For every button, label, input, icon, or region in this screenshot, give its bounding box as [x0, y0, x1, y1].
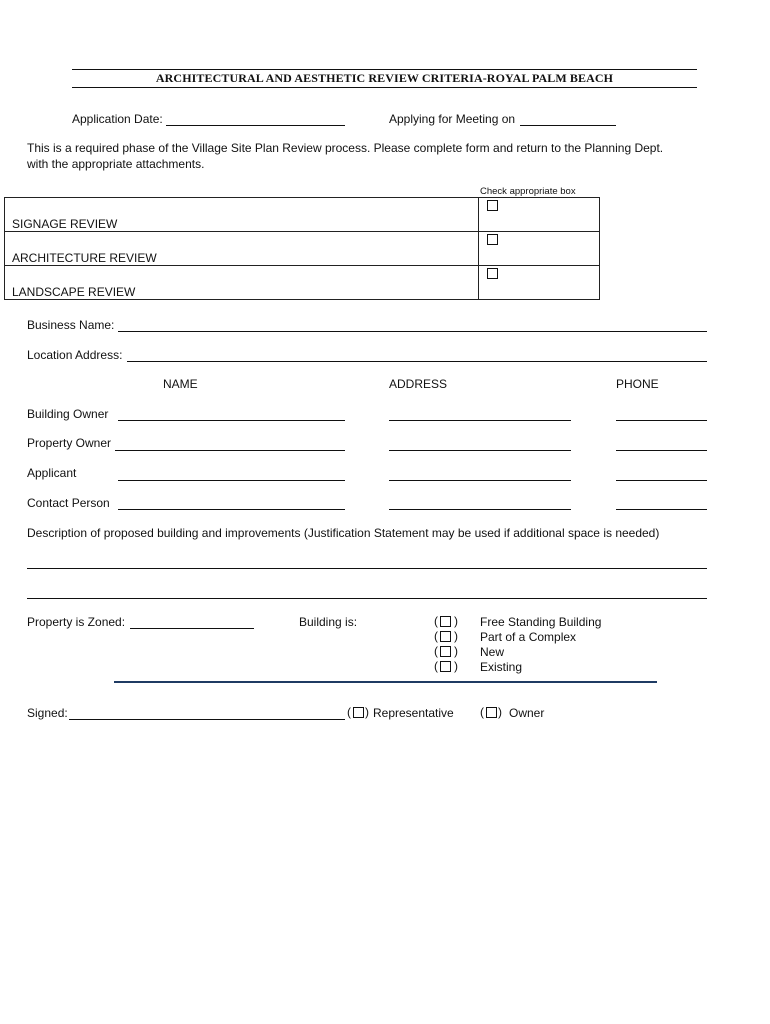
business-name-label: Business Name:: [27, 318, 115, 332]
close-paren-icon: ): [454, 614, 458, 628]
part-of-complex-label: Part of a Complex: [480, 630, 577, 644]
description-field-line1[interactable]: [27, 568, 707, 569]
existing-label: Existing: [480, 660, 523, 674]
location-address-field[interactable]: [127, 361, 707, 362]
building-owner-phone-field[interactable]: [616, 420, 707, 421]
review-row-landscape: [5, 266, 600, 300]
contact-person-label: Contact Person: [27, 496, 110, 510]
applicant-phone-field[interactable]: [616, 480, 707, 481]
free-standing-checkbox[interactable]: [440, 616, 451, 627]
applicant-name-field[interactable]: [118, 480, 345, 481]
owner-checkbox[interactable]: [486, 707, 497, 718]
contact-person-address-field[interactable]: [389, 509, 571, 510]
landscape-review-checkbox[interactable]: [487, 268, 498, 279]
part-of-complex-checkbox[interactable]: [440, 631, 451, 642]
applicant-address-field[interactable]: [389, 480, 571, 481]
architecture-review-checkbox[interactable]: [487, 234, 498, 245]
meeting-date-field[interactable]: [520, 125, 616, 126]
open-paren-icon: (: [434, 614, 438, 628]
name-column-header: NAME: [163, 377, 198, 391]
phone-column-header: PHONE: [616, 377, 659, 391]
page-title: ARCHITECTURAL AND AESTHETIC REVIEW CRITERIA-ROYAL PALM BEACH: [155, 71, 614, 85]
signature-field[interactable]: [69, 719, 345, 720]
review-row-label: SIGNAGE REVIEW: [5, 198, 479, 232]
new-label: New: [480, 645, 505, 659]
property-owner-phone-field[interactable]: [616, 450, 707, 451]
review-row-signage: [5, 198, 600, 232]
review-row-architecture: [5, 232, 600, 266]
building-owner-name-field[interactable]: [118, 420, 345, 421]
open-paren-icon: (: [480, 705, 484, 719]
representative-label: Representative: [373, 706, 454, 720]
intro-text-line2: with the appropriate attachments.: [27, 157, 205, 171]
free-standing-label: Free Standing Building: [480, 615, 602, 629]
contact-person-phone-field[interactable]: [616, 509, 707, 510]
description-label: Description of proposed building and improvements (Justification Statement may be used if additional space is needed): [27, 526, 660, 540]
business-name-field[interactable]: [118, 331, 707, 332]
applicant-label: Applicant: [27, 466, 77, 480]
section-divider: [114, 681, 657, 683]
application-date-label: Application Date:: [72, 112, 163, 126]
address-column-header: ADDRESS: [389, 377, 448, 391]
owner-label: Owner: [509, 706, 545, 720]
application-date-field[interactable]: [166, 125, 345, 126]
close-paren-icon: ): [454, 629, 458, 643]
property-zoned-label: Property is Zoned:: [27, 615, 126, 629]
location-address-label: Location Address:: [27, 348, 123, 362]
intro-text-line1: This is a required phase of the Village Site Plan Review process. Please complete form and return to the Planning Dept.: [27, 141, 664, 155]
property-owner-address-field[interactable]: [389, 450, 571, 451]
close-paren-icon: ): [454, 659, 458, 673]
close-paren-icon: ): [454, 644, 458, 658]
close-paren-icon: ): [365, 705, 369, 719]
close-paren-icon: ): [498, 705, 502, 719]
signed-label: Signed:: [27, 706, 68, 720]
representative-checkbox[interactable]: [353, 707, 364, 718]
title-top-rule: [72, 69, 697, 70]
description-field-line2[interactable]: [27, 598, 707, 599]
open-paren-icon: (: [434, 644, 438, 658]
building-owner-address-field[interactable]: [389, 420, 571, 421]
new-checkbox[interactable]: [440, 646, 451, 657]
contact-person-name-field[interactable]: [118, 509, 345, 510]
meeting-date-label: Applying for Meeting on: [389, 112, 516, 126]
property-owner-name-field[interactable]: [115, 450, 345, 451]
review-row-label: LANDSCAPE REVIEW: [5, 266, 479, 300]
open-paren-icon: (: [347, 705, 351, 719]
open-paren-icon: (: [434, 659, 438, 673]
existing-checkbox[interactable]: [440, 661, 451, 672]
review-type-table: [4, 197, 600, 300]
review-row-label: ARCHITECTURE REVIEW: [5, 232, 479, 266]
check-box-caption: Check appropriate box: [480, 186, 576, 197]
property-zoned-field[interactable]: [130, 628, 254, 629]
title-bottom-rule: [72, 87, 697, 88]
building-is-label: Building is:: [299, 615, 358, 629]
signage-review-checkbox[interactable]: [487, 200, 498, 211]
open-paren-icon: (: [434, 629, 438, 643]
building-owner-label: Building Owner: [27, 407, 109, 421]
property-owner-label: Property Owner: [27, 436, 112, 450]
